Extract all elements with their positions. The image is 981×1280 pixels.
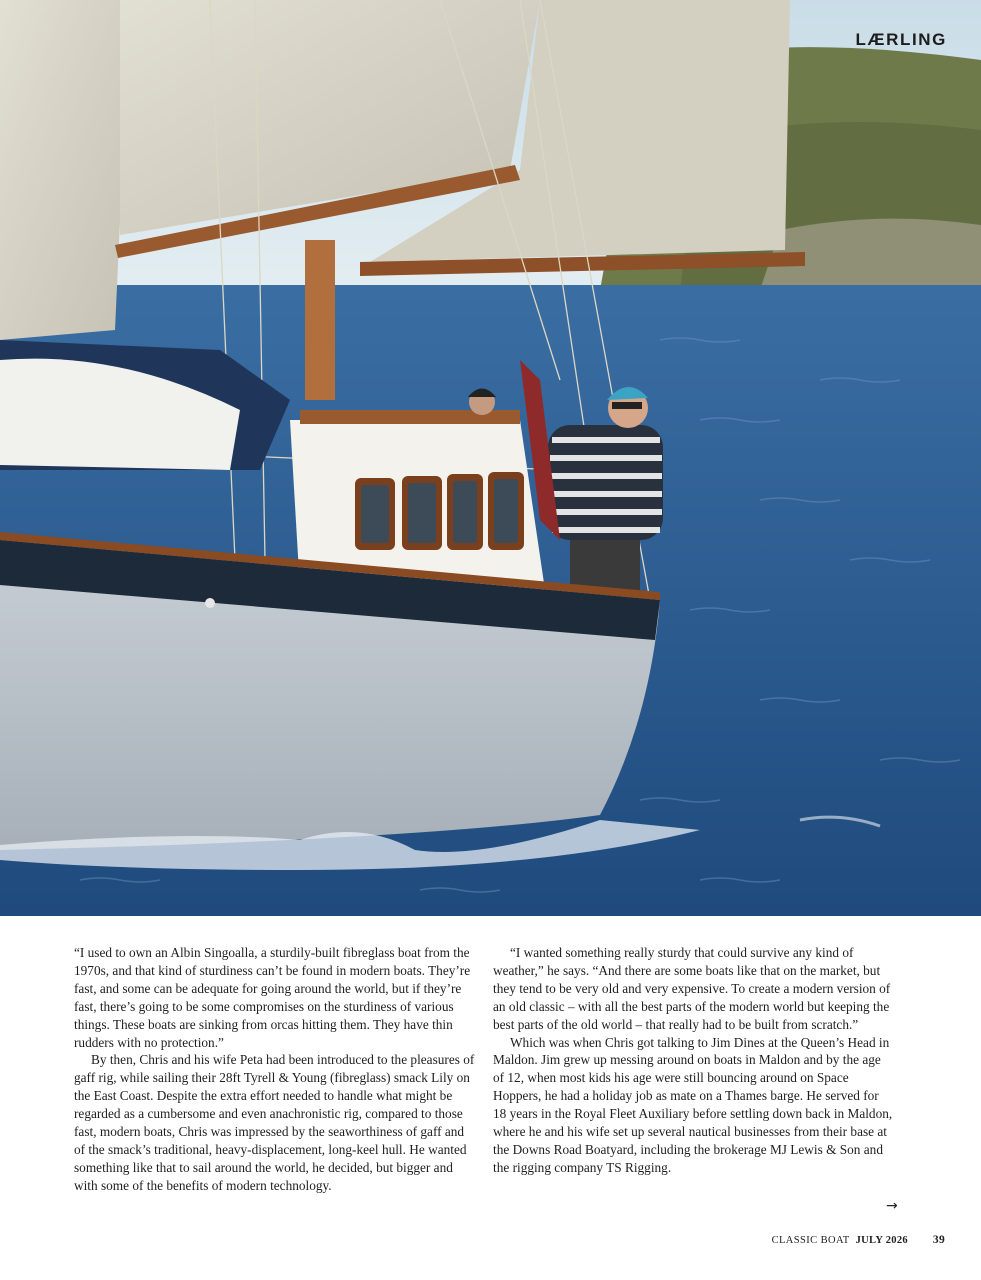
page-number: 39 [932, 1234, 945, 1246]
mast [305, 240, 335, 400]
section-label: LÆRLING [855, 30, 947, 49]
article-column-left [74, 944, 476, 1195]
magazine-name: CLASSIC BOAT [771, 1235, 850, 1246]
continue-arrow-icon: → [886, 1198, 898, 1214]
paragraph: Which was when Chris got talking to Jim Dines at the Queen’s Head in Maldon. Jim grew up messing around on boats in Maldon and by the age of 12, when most kids his age were still bouncing around on Space Hoppers, he had a holiday job as mate on a Thames barge. He served for 18 years in the Royal Fleet Auxiliary before settling down back in Maldon, where he and his wife set up several nautical businesses from their base at the Downs Road Boatyard, including the brokerage MJ Lewis & Son and the rigging company TS Rigging. [493, 1034, 893, 1175]
article-column-right [493, 944, 895, 1177]
porthole [205, 598, 215, 608]
issue-date: JULY 2026 [855, 1235, 908, 1246]
paragraph: “I wanted something really sturdy that could survive any kind of weather,” he says. “And there are some boats like that on the market, but they tend to be very old and very expensive. To create a modern version of an old classic – with all the best parts of the modern world but keeping the best parts of the old world – that really had to be built from scratch.” [493, 945, 891, 1032]
paragraph: “I used to own an Albin Singoalla, a sturdily-built fibreglass boat from the 1970s, and that kind of sturdiness can’t be found in modern boats. They’re fast, and some can be adequate for going around the world, but if they’re fast, there’s going to be some compromises on the sturdiness of various things. These boats are sinking from orcas hitting them. They have thin rudders with no protection.” [74, 945, 471, 1050]
paragraph: By then, Chris and his wife Peta had been introduced to the pleasures of gaff rig, while sailing their 28ft Tyrell & Young (fibreglass) smack Lily on the East Coast. Despite the extra effort needed to handle what might be regarded as a cumbersome and even anachronistic rig, compared to those fast, modern boats, Chris was impressed by the seaworthiness of gaff and of the smack’s traditional, heavy-displacement, long-keel hull. He wanted something like that to sail around the world, he decided, but bigger and with some of the benefits of modern technology. [74, 1052, 475, 1193]
jib-sail [0, 0, 130, 340]
page-footer [772, 1234, 945, 1246]
